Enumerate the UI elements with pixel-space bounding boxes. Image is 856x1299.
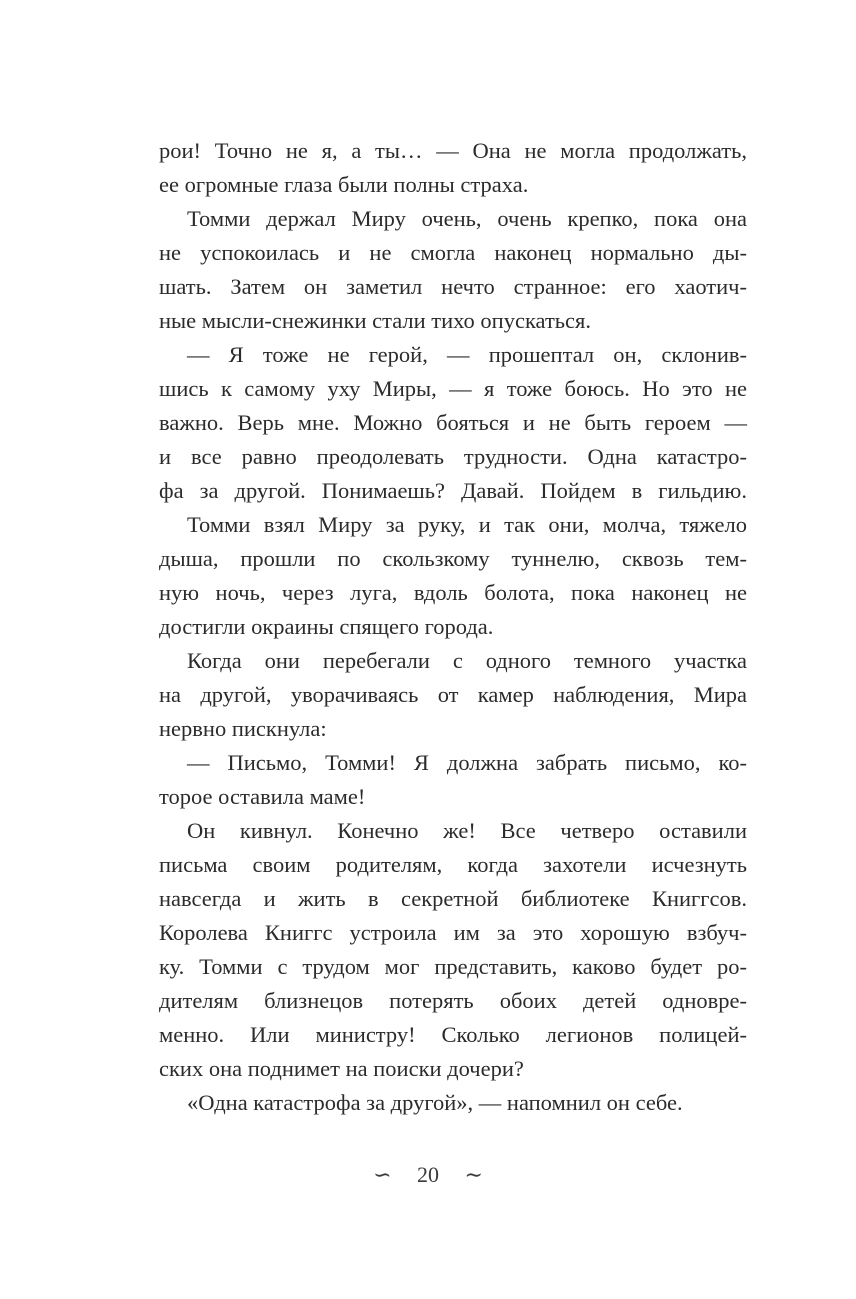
text-line: торое оставила маме! xyxy=(159,784,366,809)
text-line: «Одна катастрофа за другой», — напомнил он себе. xyxy=(187,1090,683,1115)
page-footer xyxy=(0,1156,856,1192)
page-text xyxy=(159,134,747,1120)
text-line: менно. Или министру! Сколько легионов полицей- xyxy=(159,1022,747,1047)
text-line: ные мысли-снежинки стали тихо опускаться. xyxy=(159,308,592,333)
text-line: дителям близнецов потерять обоих детей одновре- xyxy=(159,988,747,1013)
text-line: на другой, уворачиваясь от камер наблюдения, Мира xyxy=(159,682,747,707)
text-line: шись к самому уху Миры, — я тоже боюсь. Но это не xyxy=(159,376,747,401)
text-line: ее огромные глаза были полны страха. xyxy=(159,172,529,197)
page-number: 20 xyxy=(417,1161,439,1187)
text-line: дыша, прошли по скользкому туннелю, сквозь тем- xyxy=(159,546,747,571)
text-line: и все равно преодолевать трудности. Одна катастро- xyxy=(159,444,747,469)
text-line: нервно пискнула: xyxy=(159,716,327,741)
text-line: Томми держал Миру очень, очень крепко, пока она xyxy=(187,206,747,231)
ornament-left: ∽ xyxy=(373,1161,392,1187)
text-line: — Я тоже не герой, — прошептал он, склонив- xyxy=(187,342,747,367)
text-line: письма своим родителям, когда захотели исчезнуть xyxy=(159,852,747,877)
ornament-right: ∼ xyxy=(464,1161,483,1187)
text-line: Королева Книггс устроила им за это хорошую взбуч- xyxy=(159,920,747,945)
text-line: не успокоилась и не смогла наконец нормально ды- xyxy=(159,240,747,265)
text-line: Томми взял Миру за руку, и так они, молча, тяжело xyxy=(187,512,747,537)
text-line: достигли окраины спящего города. xyxy=(159,614,494,639)
text-line: фа за другой. Понимаешь? Давай. Пойдем в гильдию. xyxy=(159,478,747,503)
text-line: — Письмо, Томми! Я должна забрать письмо, ко- xyxy=(187,750,747,775)
text-line: рои! Точно не я, а ты… — Она не могла продолжать, xyxy=(159,138,747,163)
text-line: ских она поднимет на поиски дочери? xyxy=(159,1056,524,1081)
text-line: шать. Затем он заметил нечто странное: его хаотич- xyxy=(159,274,747,299)
text-line: ную ночь, через луга, вдоль болота, пока наконец не xyxy=(159,580,747,605)
text-line: Когда они перебегали с одного темного участка xyxy=(187,648,747,673)
text-line: Он кивнул. Конечно же! Все четверо оставили xyxy=(187,818,747,843)
text-line: ку. Томми с трудом мог представить, каково будет ро- xyxy=(159,954,747,979)
text-line: навсегда и жить в секретной библиотеке Книггсов. xyxy=(159,886,747,911)
text-line: важно. Верь мне. Можно бояться и не быть героем — xyxy=(159,410,747,435)
